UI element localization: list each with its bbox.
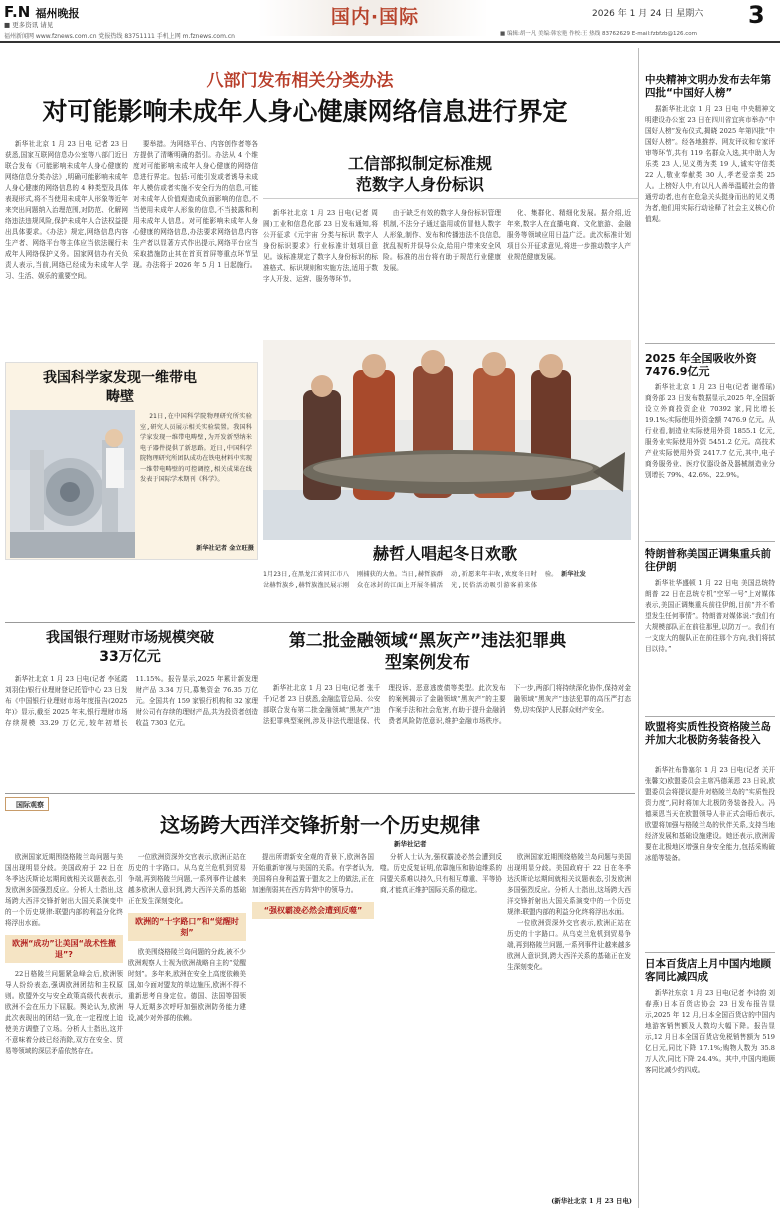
intl-headline: 这场跨大西洋交锋折射一个历史规律 bbox=[160, 813, 480, 837]
intl-text-5: 提出所谓新安全观的背景下,欧洲各国开始重新审视与美国的关系。有学者认为,美国将自身利益置于盟友之上的做法,正在加速削弱其在西方阵营中的领导力。 bbox=[252, 853, 374, 894]
lead-headline: 对可能影响未成年人身心健康网络信息进行界定 bbox=[42, 97, 568, 126]
intl-text-7: 欧洲国家近期围绕格陵兰岛问题与美国出现明显分歧。美国政府于 22 日在冬季达沃斯论坛期间就相关议题表态,引发欧洲多国强烈反应。分析人士指出,这场跨大西洋交锋折射出大国关系演变中的一个历史规律:联盟内部的利益分化终将浮出水面。 bbox=[507, 853, 631, 916]
s1-text-2: 由于缺乏有效的数字人身份标识管理机制,不法分子通过盗用或仿冒他人数字人形象,制作、发布和传播违法不良信息,扰乱视听并误导公众,给用户带来安全风险。标准的出台将有助于规范行业健康发展。 bbox=[383, 209, 501, 272]
r3-rule bbox=[645, 716, 775, 717]
masthead-sub: ■ 更多资讯 请见 bbox=[4, 21, 54, 29]
site-line: 福州新闻网 www.fznews.com.cn 党报热线 83751111 手机上网 m.fznews.com.cn bbox=[4, 33, 235, 40]
intl-sub-3-box bbox=[252, 902, 374, 919]
s3-headline: 赫哲人唱起冬日欢歌 bbox=[372, 544, 517, 563]
intl-sub-3: “强权霸凌必然会遭到反噬” bbox=[263, 906, 363, 915]
r1-headline: 中央精神文明办发布去年第四批“中国好人榜” bbox=[645, 74, 771, 99]
r4-text-area bbox=[645, 765, 775, 947]
r5-text: 新华社东京 1 月 23 日电(记者 李诗韵 刘春燕)日本百货店协会 23 日发布报告显示,2025 年 12 月,日本全国百货店的中国内地游客销售额及人数均大幅下降。报告显示,12 月日本全国百货店免税销售额为 519 亿日元,同比下降 17.1%;购物人数为 35.8 万人次,同比下降 24.4%。其中,中国内地顾客同比减少约四成。 bbox=[645, 989, 775, 1074]
s3-credit: 新华社发 bbox=[561, 571, 586, 578]
credits-line: ■ 编辑:胡一凡 美编:韩宏艳 作校:王 热线 83762629 E-mail:fzbfzb@126.com bbox=[500, 31, 697, 37]
r4-rule bbox=[645, 952, 775, 953]
intl-text-6: 分析人士认为,强权霸凌必然会遭到反噬。历史反复证明,依靠施压和胁迫维系的同盟关系难以持久,只有相互尊重、平等协商,才能真正维护国际关系的稳定。 bbox=[380, 853, 502, 894]
r3-headline: 特朗普称美国正调集重兵前往伊朗 bbox=[645, 548, 771, 573]
s4-text-area bbox=[5, 674, 258, 784]
r5-text-area bbox=[645, 988, 775, 1208]
s2-credit: 新华社记者 金立旺摄 bbox=[196, 545, 254, 552]
page-number: 3 bbox=[748, 1, 765, 29]
lead-text-1: 新华社北京 1 月 23 日电 记者 23 日获悉,国家互联网信息办公室等八部门近日联合发布《可能影响未成年人身心健康的网络信息分类办法》,明确可能影响未成年人身心健康的网络信息的 4 种类型及具体表现形式,将不当使用未成年人形象等近年来突出问题纳入治理范围,对防范、化解网络违法违规风险,保护未成年人合法权益提出具体要求。《办法》规定,网络信息内容生产者、网络平台等主体应当依法履行未成年人网络保护义务。国家网信办有关负责人表示,当前,网络已经成为未成年人学习、生活、娱乐的重要空间。 bbox=[5, 140, 128, 280]
intl-byline: 新华社记者 bbox=[394, 840, 427, 848]
masthead-rule bbox=[0, 41, 780, 43]
s3-text-area bbox=[263, 569, 631, 613]
logo-name: 福州晚报 bbox=[35, 7, 80, 20]
lead-text-2: 要举措。为网络平台、内容创作者等各方提供了清晰明确的指引。办法从 4 个维度对可能影响未成年人身心健康的网络信息进行界定。包括:可能引发或者诱导未成年人模仿或者实施不安全行为的信息,可能对未成年人价值观造成负面影响的信息,不当使用未成年人形象的信息,不当披露和利用未成年人信息。对可能影响未成年人身心健康的网络信息,办法要求网络信息内容生产者以显著方式作出提示,网络平台应当采取措施防止其在首页首屏等重点环节呈现。办法将于 2026 年 5 月 1 日起施行。 bbox=[133, 140, 258, 269]
s2-headline: 我国科学家发现一维带电畴壁 bbox=[43, 370, 197, 405]
intl-sub-1: 欧洲“成功”让美国“战术性撤退”? bbox=[12, 939, 116, 959]
s4-headline: 我国银行理财市场规模突破33万亿元 bbox=[46, 630, 214, 665]
intl-text-4: 欧美围绕格陵兰岛问题的分歧,被不少欧洲观察人士视为欧洲战略自主的“觉醒时刻”。多年来,欧洲在安全上高度依赖美国,如今面对盟友的单边施压,欧洲不得不重新思考自身定位。德国、法国等国领导人近期多次呼吁加强欧洲防务能力建设,减少对外部的依赖。 bbox=[128, 948, 246, 1022]
s5-text-area bbox=[263, 683, 631, 785]
logo bbox=[4, 4, 80, 20]
r2-rule bbox=[645, 541, 775, 542]
intl-credit: (新华社北京 1 月 23 日电) bbox=[551, 1197, 632, 1205]
intl-col-4 bbox=[507, 852, 631, 1196]
r3-text: 新华社华盛顿 1 月 22 日电 美国总统特朗普 22 日在总统专机“空军一号”上对媒体表示,美国正调集重兵前往伊朗,目前“并不希望发生任何事情”。特朗普对媒体说:“我们有大规模部队正在前往那里,以防万一。我们有一支庞大的舰队正在前往那个方向,我们将拭目以待。” bbox=[645, 579, 775, 653]
intl-col-1 bbox=[5, 852, 123, 1208]
ice-fishing-photo bbox=[263, 340, 631, 540]
logo-letters: F.N bbox=[4, 3, 31, 21]
s1-col-2 bbox=[383, 208, 501, 344]
r1-text-area bbox=[645, 104, 775, 332]
intl-label-text: 国际观察 bbox=[16, 801, 44, 809]
s4-rule bbox=[5, 622, 635, 623]
s1-rule bbox=[263, 198, 638, 199]
issue-date: 2026 年 1 月 24 日 星期六 bbox=[592, 9, 704, 19]
lead-col-2 bbox=[133, 139, 258, 329]
lead-col-1 bbox=[5, 139, 128, 372]
r1-text: 据新华社北京 1 月 23 日电 中央精神文明建设办公室 23 日在四川省宜宾市举办“中国好人榜”发布仪式,揭晓 2025 年第四批“中国好人榜”。经各地推荐、网友评议和专家评审等环节,共有 119 名群众入选,其中助人为乐类 23 人,见义勇为类 19 人,诚实守信类 22 人,敬业奉献类 30 人,孝老爱亲类 25 人。上榜好人中,有以凡人善举温暖社会的普通劳动者,也有在危急关头挺身而出的见义勇为者,他们用实际行动诠释了社会主义核心价值观。 bbox=[645, 105, 775, 223]
intl-text-3: 一位欧洲资深外交官表示,欧洲正站在历史的十字路口。从乌克兰危机到贸易争端,再到格陵兰问题,一系列事件让越来越多欧洲人意识到,跨大西洋关系的基础正在发生深刻变化。 bbox=[128, 853, 246, 905]
r2-headline: 2025 年全国吸收外资7476.9亿元 bbox=[645, 352, 757, 378]
intl-rule bbox=[5, 793, 635, 794]
s5-headline: 第二批金融领域“黑灰产”违法犯罪典型案例发布 bbox=[288, 631, 567, 673]
lab-photo bbox=[10, 410, 135, 558]
s5-text: 新华社北京 1 月 23 日电(记者 张千千)记者 23 日获悉,金融监管总局、公安部联合发布第二批金融领域“黑灰产”违法犯罪典型案例,涉及非法代理退保、代理投诉、恶意逃废债等类型。此次发布的案例揭示了金融领域“黑灰产”的主要作案手法和社会危害,有助于提升金融消费者风险防范意识,维护金融市场秩序。下一步,两部门将持续深化协作,保持对金融领域“黑灰产”违法犯罪的高压严打态势,切实保护人民群众财产安全。 bbox=[263, 684, 631, 725]
intl-col-3 bbox=[252, 852, 502, 1208]
s2-text-area bbox=[140, 412, 252, 532]
intl-text-8: 一位欧洲资深外交官表示,欧洲正站在历史的十字路口。从乌克兰危机到贸易争端,再到格陵兰问题,一系列事件让越来越多欧洲人意识到,跨大西洋关系的基础正在发生深刻变化。 bbox=[507, 919, 631, 971]
s3-text: 1月23日,在黑龙江省同江市八岔赫哲族乡,赫哲族渔民展示刚刚捕获的大鱼。当日,赫哲族群众在冰封的江面上开展冬捕活动,祈愿来年丰收,欢度冬日时光,民俗活动吸引游客前来体验。 bbox=[263, 571, 558, 589]
r2-text: 新华社北京 1 月 23 日电(记者 谢希瑶)商务部 23 日发布数据显示,2025 年,全国新设立外商投资企业 70392 家,同比增长 19.1%;实际使用外资金额 7476.9 亿元。从行业看,制造业实际使用外资 1855.1 亿元,服务业实际使用外资 5451.2 亿元。高技术产业实际使用外资 2417.7 亿元,其中,电子商务服务业、医疗仪器设备及器械制造业分别增长 79%、42.6%、22.9%。 bbox=[645, 383, 775, 479]
s2-text: 21日,在中国科学院物理研究所实验室,研究人员展示相关实验装置。我国科学家发现一维带电畴壁,为开发新型纳米电子器件提供了新思路。近日,中国科学院物理研究所团队成功在铁电材料中实现一维带电畴壁的可控调控,相关成果在线发表于国际学术期刊《科学》。 bbox=[140, 413, 252, 483]
s1-text-1: 新华社北京 1 月 23 日电(记者 周圆)工业和信息化部 23 日发布通知,将公开征求《元宇宙 分类与标识 数字人身份标识要求》行业标准计划项目意见。该标准规定了数字人身份标识的标准格式、标识规则和实施方法,适用于数字人开发、运营、服务等环节。 bbox=[263, 209, 378, 283]
intl-sub-2: 欧洲的“十字路口”和“觉醒时刻” bbox=[135, 917, 239, 937]
intl-text-2: 22日格陵兰问题紧急峰会后,欧洲领导人纷纷表态,强调欧洲团结和主权原则。欧盟外交与安全政策高级代表表示,欧洲不会在压力下屈服。舆论认为,欧洲此次表现出的团结一致,在一定程度上迫使美方调整了立场。分析人士指出,这并不意味着分歧已经消除,双方在安全、贸易等领域的深层矛盾依然存在。 bbox=[5, 970, 123, 1055]
r2-text-area bbox=[645, 382, 775, 536]
s4-text: 新华社北京 1 月 23 日电(记者 李延霞 刘羽佳)银行业理财登记托管中心 23 日发布《中国银行业理财市场年度报告(2025年)》显示,截至 2025 年末,银行理财市场存续规模 33.29 万亿元,较年初增长 11.15%。报告显示,2025 年累计新发理财产品 3.34 万只,募集资金 76.35 万亿元。全国共有 159 家银行机构和 32 家理财公司有存续的理财产品,共为投资者创造收益 7303 亿元。 bbox=[5, 675, 258, 727]
intl-sub-1-box bbox=[5, 935, 123, 963]
intl-sub-2-box bbox=[128, 913, 246, 941]
sidebar-divider bbox=[638, 48, 639, 1208]
intl-text-1: 欧洲国家近期围绕格陵兰岛问题与美国出现明显分歧。美国政府于 22 日在冬季达沃斯论坛期间就相关议题表态,引发欧洲多国强烈反应。分析人士指出,这场跨大西洋交锋折射出大国关系演变中的一个历史规律:联盟内部的利益分化终将浮出水面。 bbox=[5, 853, 123, 927]
s1-headline: 工信部拟制定标准规范数字人身份标识 bbox=[347, 154, 492, 194]
s1-col-3 bbox=[507, 208, 631, 344]
r4-headline: 欧盟将实质性投资格陵兰岛并加大北极防务装备投入 bbox=[645, 721, 771, 746]
r5-headline: 日本百货店上月中国内地顾客同比减四成 bbox=[645, 958, 771, 983]
intl-label bbox=[5, 797, 49, 811]
intl-col-2 bbox=[128, 852, 246, 1208]
s1-text-3: 化、集群化、精细化发展。据介绍,近年来,数字人在直播电商、文化旅游、金融服务等领域应用日益广泛。此次标准计划项目公开征求意见,将进一步推动数字人产业规范健康发展。 bbox=[507, 209, 631, 261]
masthead bbox=[0, 0, 780, 48]
r1-rule bbox=[645, 343, 775, 344]
section-title: 国内·国际 bbox=[330, 6, 420, 28]
s1-col-1 bbox=[263, 208, 378, 344]
lead-kicker: 八部门发布相关分类办法 bbox=[206, 71, 394, 91]
r3-text-area bbox=[645, 578, 775, 718]
r4-text: 新华社布鲁塞尔 1 月 23 日电(记者 关开 张馨文)欧盟委员会主席冯德莱恩 23 日说,欧盟委员会将提议提升对格陵兰岛的“实质性投资力度”,同时将加大北极防务装备投入。冯德莱恩当天在欧盟领导人非正式会晤后表示,欧盟将加强与格陵兰岛的伙伴关系,支持当地经济发展和基础设施建设。她还表示,欧洲需要在北极地区增强自身安全能力,包括采购破冰船等装备。 bbox=[645, 766, 775, 862]
